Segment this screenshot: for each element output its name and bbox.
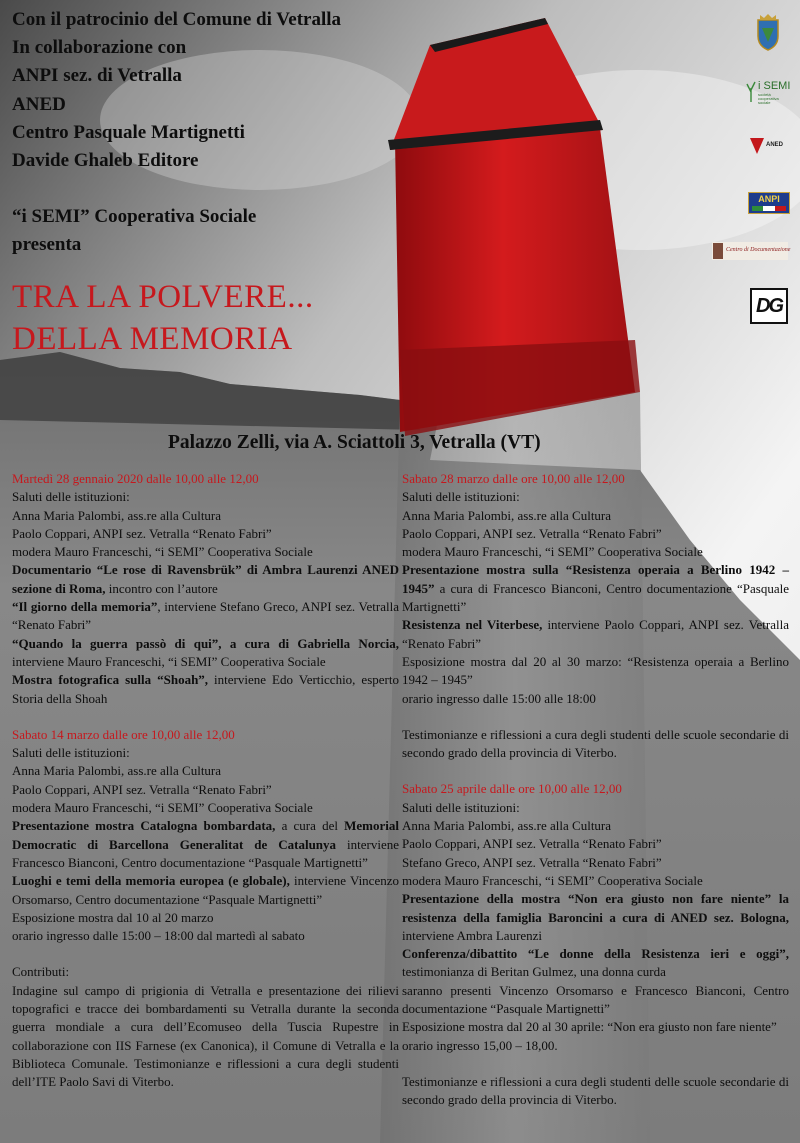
program-line: modera Mauro Franceschi, “i SEMI” Cooperativa Sociale	[12, 800, 313, 816]
program-line: Esposizione mostra dal 10 al 20 marzo	[12, 909, 214, 925]
program-item-text: interviene Ambra Laurenzi	[402, 927, 543, 943]
event-date: Sabato 28 marzo dalle ore 10,00 alle 12,00	[402, 471, 625, 486]
program-line: Saluti delle istituzioni:	[12, 489, 130, 505]
program-paragraph: Testimonianze e riflessioni a cura degli studenti delle scuole secondarie di secondo grado della provincia di Viterbo.	[402, 1073, 789, 1108]
sponsor-line: In collaborazione con	[12, 37, 187, 59]
program-item-bold: Resistenza nel Viterbese,	[402, 617, 543, 633]
title-line-2: DELLA MEMORIA	[12, 321, 293, 357]
venue-address: Palazzo Zelli, via A. Sciattoli 3, Vetralla (VT)	[168, 432, 541, 453]
program-item-bold: Luoghi e temi della memoria europea (e globale),	[12, 873, 290, 889]
anpi-logo-text: ANPI	[758, 194, 780, 204]
program-line: Stefano Greco, ANPI sez. Vetralla “Renato Fabri”	[402, 854, 662, 870]
program-item-bold: Conferenza/dibattito “Le donne della Resistenza ieri e oggi”,	[402, 946, 789, 962]
semi-logo-subtext: società cooperativa sociale	[758, 92, 779, 105]
centro-documentazione-logo	[712, 242, 791, 260]
semi-logo	[746, 80, 790, 104]
program-item-text: interviene Paolo Coppari, ANPI sez. Vetralla “Renato Fabri”	[402, 617, 789, 651]
program-right-column	[402, 470, 789, 1110]
leaf-icon	[746, 80, 756, 102]
program-item	[12, 635, 399, 672]
program-line: Paolo Coppari, ANPI sez. Vetralla “Renato Fabri”	[402, 836, 662, 852]
program-line: orario ingresso dalle 15:00 alle 18:00	[402, 690, 596, 706]
program-line: Paolo Coppari, ANPI sez. Vetralla “Renato Fabri”	[12, 781, 272, 797]
presenter-line: “i SEMI” Cooperativa Sociale	[12, 206, 257, 228]
program-line: Esposizione mostra dal 20 al 30 aprile: “Non era giusto non fare niente”	[402, 1019, 777, 1035]
program-item-bold: Presentazione della mostra “Non era giusto non fare niente” la resistenza della famiglia Baroncini a cura di ANED sez. Bologna,	[402, 891, 789, 925]
triangle-badge-icon	[750, 138, 764, 154]
program-item-bold: Mostra fotografica sulla “Shoah”,	[12, 672, 209, 688]
sponsor-line: ANPI sez. di Vetralla	[12, 65, 182, 87]
program-line: Paolo Coppari, ANPI sez. Vetralla “Renato Fabri”	[12, 525, 272, 541]
program-item-text: testimonianza di Beritan Gulmez, una donna curda	[402, 964, 666, 980]
program-line: Esposizione mostra dal 20 al 30 marzo: “Resistenza operaia a Berlino 1942 – 1945”	[402, 653, 789, 688]
portrait-icon	[713, 243, 723, 259]
program-line: Anna Maria Palombi, ass.re alla Cultura	[12, 507, 222, 523]
program-item-text: interviene Vincenzo Orsomarso, Centro documentazione “Pasquale Martignetti”	[12, 873, 399, 907]
anpi-logo	[748, 192, 790, 214]
program-item-bold: “Quando la guerra passò di qui”, a cura di Gabriella Norcia,	[12, 635, 399, 651]
program-item-bold: Documentario “Le rose di Ravensbrük” di Ambra Laurenzi ANED sezione di Roma,	[12, 562, 399, 596]
program-item-text: interviene Mauro Franceschi, “i SEMI” Cooperativa Sociale	[12, 653, 326, 669]
program-line: orario ingresso 15,00 – 18,00.	[402, 1037, 558, 1053]
program-item	[12, 598, 399, 635]
program-line: Contributi:	[12, 964, 70, 980]
program-item-bold: “Il giorno della memoria”	[12, 599, 158, 615]
program-item-text: incontro con l’autore	[105, 580, 218, 596]
semi-logo-text: i SEMI	[758, 80, 791, 92]
program-line: Anna Maria Palombi, ass.re alla Cultura	[12, 763, 222, 779]
program-line: Anna Maria Palombi, ass.re alla Cultura	[402, 818, 612, 834]
title-line-1: TRA LA POLVERE...	[12, 279, 314, 315]
program-line: saranno presenti Vincenzo Orsomarso e Francesco Bianconi, Centro documentazione “Pasquale Martignetti”	[402, 982, 789, 1017]
program-item-text: , interviene Stefano Greco, ANPI sez. Vetralla “Renato Fabri”	[12, 599, 399, 633]
program-item	[402, 616, 789, 653]
presenter-line: presenta	[12, 234, 82, 256]
centro-logo-text: Centro di Documentazione	[726, 247, 791, 253]
program-item	[402, 945, 789, 982]
program-line: Saluti delle istituzioni:	[12, 745, 130, 761]
aned-logo	[750, 138, 786, 156]
program-item-text: a cura del	[275, 818, 345, 834]
sponsor-block	[12, 6, 341, 260]
comune-crest-icon	[752, 12, 784, 52]
dg-logo-text: DG	[756, 295, 782, 317]
event-date: Martedì 28 gennaio 2020 dalle 10,00 alle 12,00	[12, 471, 259, 486]
program-left-column	[12, 470, 399, 1092]
program-item-text: interviene Edo Verticchio, esperto Storia della Shoah	[12, 672, 399, 706]
program-line: Saluti delle istituzioni:	[402, 799, 520, 815]
program-item-text: interviene Francesco Bianconi, Centro documentazione “Pasquale Martignetti”	[12, 836, 399, 870]
program-line: Paolo Coppari, ANPI sez. Vetralla “Renato Fabri”	[402, 525, 662, 541]
program-line: Saluti delle istituzioni:	[402, 489, 520, 505]
aned-logo-text: ANED	[766, 142, 784, 148]
program-paragraph: Testimonianze e riflessioni a cura degli studenti delle scuole secondarie di secondo grado della provincia di Viterbo.	[402, 726, 789, 761]
program-line: Anna Maria Palombi, ass.re alla Cultura	[402, 507, 612, 523]
program-line: modera Mauro Franceschi, “i SEMI” Cooperativa Sociale	[402, 872, 703, 888]
event-date: Sabato 14 marzo dalle ore 10,00 alle 12,00	[12, 726, 235, 742]
program-paragraph: Indagine sul campo di prigionia di Vetralla e presentazione dei rilievi topografici e tracce dei bombardamenti su Vetralla durante la seconda guerra mondiale a cura dell’Ecomuseo della Tuscia Rupestre in collaborazione con IIS Farnese (ex Canonica), il Comune di Vetralla e la Biblioteca Comunale. Testimonianze e riflessioni a cura degli studenti dell’ITE Paolo Savi di Viterbo.	[12, 982, 399, 1090]
program-item	[12, 872, 399, 909]
dg-editore-logo	[750, 288, 788, 324]
program-item-bold: Memorial Democratic di Barcellona Generalitat de Catalunya	[12, 818, 399, 852]
program-item	[12, 671, 399, 708]
event-title	[12, 276, 314, 360]
event-date: Sabato 25 aprile dalle ore 10,00 alle 12,00	[402, 781, 622, 797]
sponsor-line: Centro Pasquale Martignetti	[12, 121, 245, 143]
program-item-bold: Presentazione mostra Catalogna bombardata,	[12, 818, 276, 834]
sponsor-line: Davide Ghaleb Editore	[12, 150, 199, 172]
program-item	[402, 890, 789, 945]
program-item	[402, 561, 789, 616]
program-item	[12, 817, 399, 872]
program-line: modera Mauro Franceschi, “i SEMI” Cooperativa Sociale	[12, 544, 313, 560]
sponsor-line: Con il patrocinio del Comune di Vetralla	[12, 9, 342, 30]
program-item-bold: Presentazione mostra sulla “Resistenza operaia a Berlino 1942 – 1945”	[402, 562, 789, 596]
program-item	[12, 561, 399, 598]
program-item-text: a cura di Francesco Bianconi, Centro documentazione “Pasquale Martignetti”	[402, 580, 789, 615]
sponsor-line: ANED	[12, 93, 66, 115]
program-line: modera Mauro Franceschi, “i SEMI” Cooperativa Sociale	[402, 544, 703, 560]
program-line: orario ingresso dalle 15:00 – 18:00 dal martedì al sabato	[12, 928, 305, 944]
